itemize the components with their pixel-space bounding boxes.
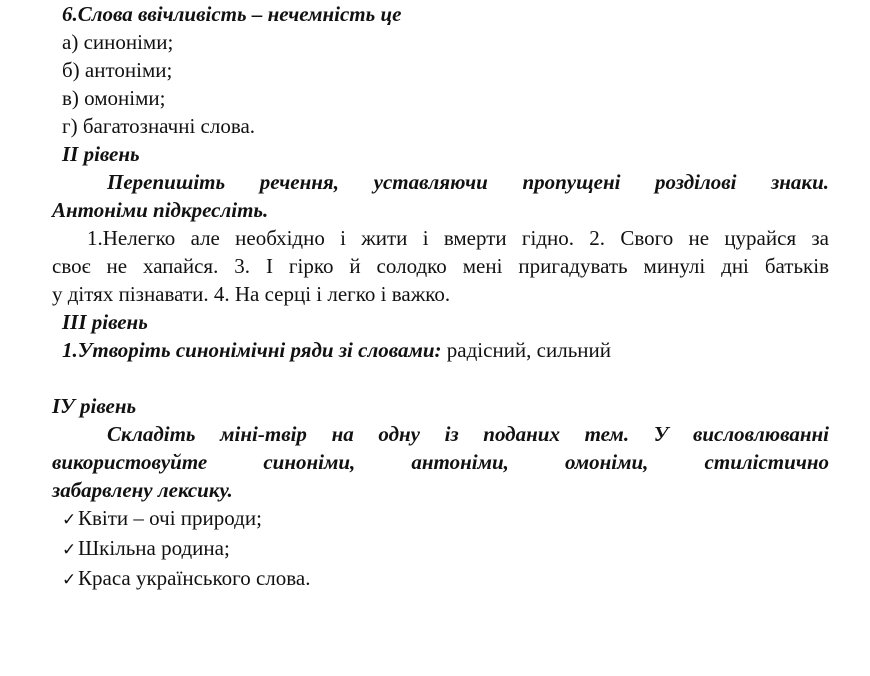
level-2-exercise-line3: у дітях пізнавати. 4. На серці і легко і важко. — [52, 282, 451, 306]
level-4-heading: ІУ рівень — [52, 394, 137, 418]
level-2-heading: ІІ рівень — [62, 142, 140, 166]
checkmark-icon: ✓ — [62, 570, 77, 589]
spacer — [52, 364, 829, 392]
level-3-heading: ІІІ рівень — [62, 310, 148, 334]
level-2-exercise-line1: 1.Нелегко але необхідно і жити і вмерти гідно. 2. Свого не цурайся за — [87, 226, 829, 250]
option-d: г) багатозначні слова. — [62, 114, 256, 138]
level-2-exercise-line2: своє не хапайся. 3. І гірко й солодко мені пригадувать минулі дні батьків — [52, 254, 829, 278]
topic-item-1: ✓Квіти – очі природи; — [52, 504, 829, 534]
worksheet-page — [52, 0, 829, 594]
level-4-task-line2: використовуйте синоніми, антоніми, омоніми, стилістично — [52, 450, 829, 474]
level-3-task-label: 1.Утворіть синонімічні ряди зі словами: — [62, 338, 442, 362]
level-2-task-line2: Антоніми підкресліть. — [52, 198, 269, 222]
level-2-task-line1: Перепишіть речення, уставляючи пропущені розділові знаки. — [107, 170, 829, 194]
checkmark-icon: ✓ — [62, 540, 77, 559]
level-3-task-words: радісний, сильний — [446, 338, 611, 362]
option-c: в) омоніми; — [62, 86, 166, 110]
topic-item-2: ✓Шкільна родина; — [52, 534, 829, 564]
level-4-task-line3: забарвлену лексику. — [52, 478, 233, 502]
question-6-title: 6.Слова ввічливість – нечемність це — [62, 2, 402, 26]
level-3-task — [52, 336, 829, 364]
checkmark-icon: ✓ — [62, 510, 77, 529]
topic-item-3: ✓Краса українського слова. — [52, 564, 829, 594]
option-b: б) антоніми; — [62, 58, 173, 82]
level-4-task-line1: Складіть міні-твір на одну із поданих тем. У висловлюванні — [107, 422, 829, 446]
option-a: а) синоніми; — [62, 30, 174, 54]
